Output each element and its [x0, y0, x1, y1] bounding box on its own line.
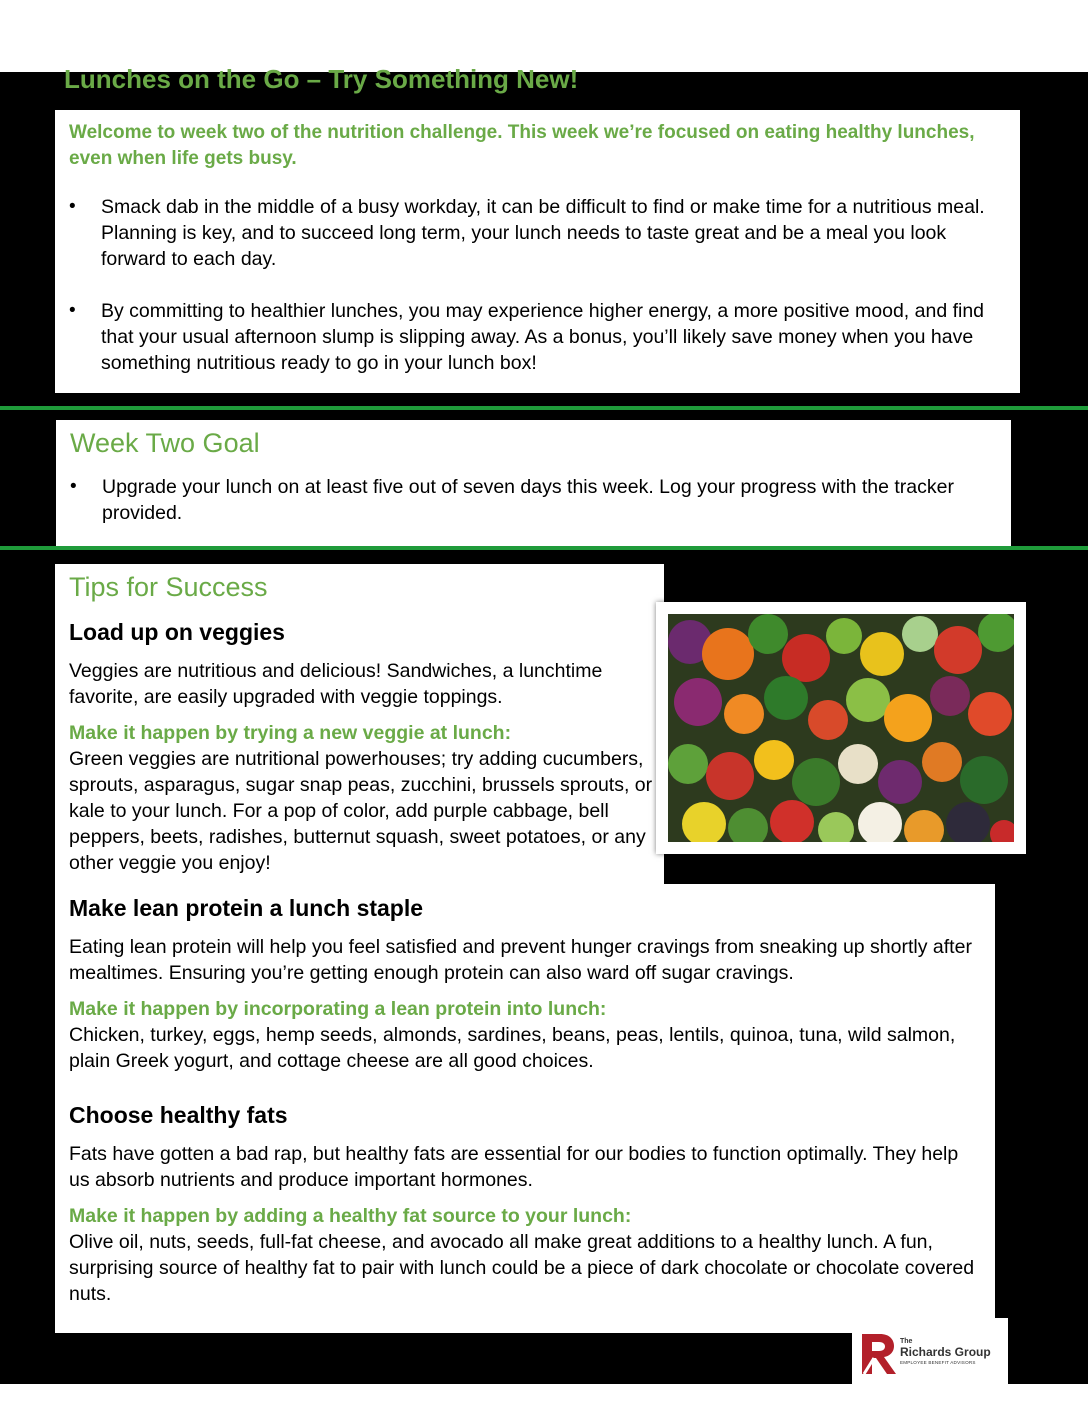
intro-bullet: • By committing to healthier lunches, you may experience higher energy, a more positive mood, and find that your usual afternoon slump is slipping away. As a bonus, you’ll likely save money when you have something nutritious ready to go in your lunch box! [69, 298, 999, 376]
goal-panel [56, 420, 1011, 546]
veggies-cta: Make it happen by trying a new veggie at lunch: [69, 722, 512, 744]
intro-lead: Welcome to week two of the nutrition challenge. This week we’re focused on eating healthy lunches, even when life gets busy. [69, 122, 975, 169]
logo-name: Richards Group [900, 1345, 991, 1359]
intro-bullet: • Smack dab in the middle of a busy workday, it can be difficult to find or make time for a nutritious meal. Planning is key, and to succeed long term, your lunch needs to taste great and be a meal you look forward to each day. [69, 194, 999, 272]
goal-bullet-list [70, 474, 990, 526]
company-logo [852, 1318, 1008, 1384]
logo-r-mark-icon [860, 1330, 900, 1378]
veggies-heading: Load up on veggies [69, 619, 285, 645]
page-title: Lunches on the Go – Try Something New! [64, 64, 579, 94]
protein-heading: Make lean protein a lunch staple [69, 895, 424, 921]
fats-heading: Choose healthy fats [69, 1102, 288, 1128]
tips-heading: Tips for Success [69, 572, 268, 602]
vegetables-photo [656, 602, 1026, 854]
logo-tagline: EMPLOYEE BENEFIT ADVISORS [900, 1360, 976, 1365]
divider-line [0, 406, 1088, 410]
veggies-body: Veggies are nutritious and delicious! Sandwiches, a lunchtime favorite, are easily upgraded with veggie toppings. [69, 660, 603, 708]
vegetables-image [668, 614, 1014, 842]
fats-cta: Make it happen by adding a healthy fat source to your lunch: [69, 1205, 632, 1227]
intro-panel [55, 110, 1020, 393]
goal-heading: Week Two Goal [70, 428, 260, 458]
goal-bullet: • Upgrade your lunch on at least five out of seven days this week. Log your progress with the tracker provided. [70, 474, 990, 526]
divider-line [0, 546, 1088, 550]
protein-body: Eating lean protein will help you feel satisfied and prevent hunger cravings from sneaking up shortly after mealtimes. Ensuring you’re getting enough protein can also ward off sugar cravings. [69, 936, 972, 984]
intro-bullet-list [69, 194, 999, 376]
protein-detail: Chicken, turkey, eggs, hemp seeds, almonds, sardines, beans, peas, lentils, quinoa, tuna, wild salmon, plain Greek yogurt, and cottage cheese are all good choices. [69, 1024, 956, 1072]
fats-detail: Olive oil, nuts, seeds, full-fat cheese, and avocado all make great additions to a healthy lunch. A fun, surprising source of healthy fat to pair with lunch could be a piece of dark chocolate or chocolate covered nuts. [69, 1231, 975, 1305]
veggies-detail: Green veggies are nutritional powerhouses; try adding cucumbers, sprouts, asparagus, sugar snap peas, zucchini, brussels sprouts, or kale to your lunch. For a pop of color, add purple cabbage, bell peppers, beets, radishes, butternut squash, sweet potatoes, or any other veggie you enjoy! [69, 748, 653, 874]
fats-body: Fats have gotten a bad rap, but healthy fats are essential for our bodies to function optimally. They help us absorb nutrients and produce important hormones. [69, 1143, 959, 1191]
protein-cta: Make it happen by incorporating a lean protein into lunch: [69, 998, 607, 1020]
logo-small-text: The [900, 1338, 913, 1345]
